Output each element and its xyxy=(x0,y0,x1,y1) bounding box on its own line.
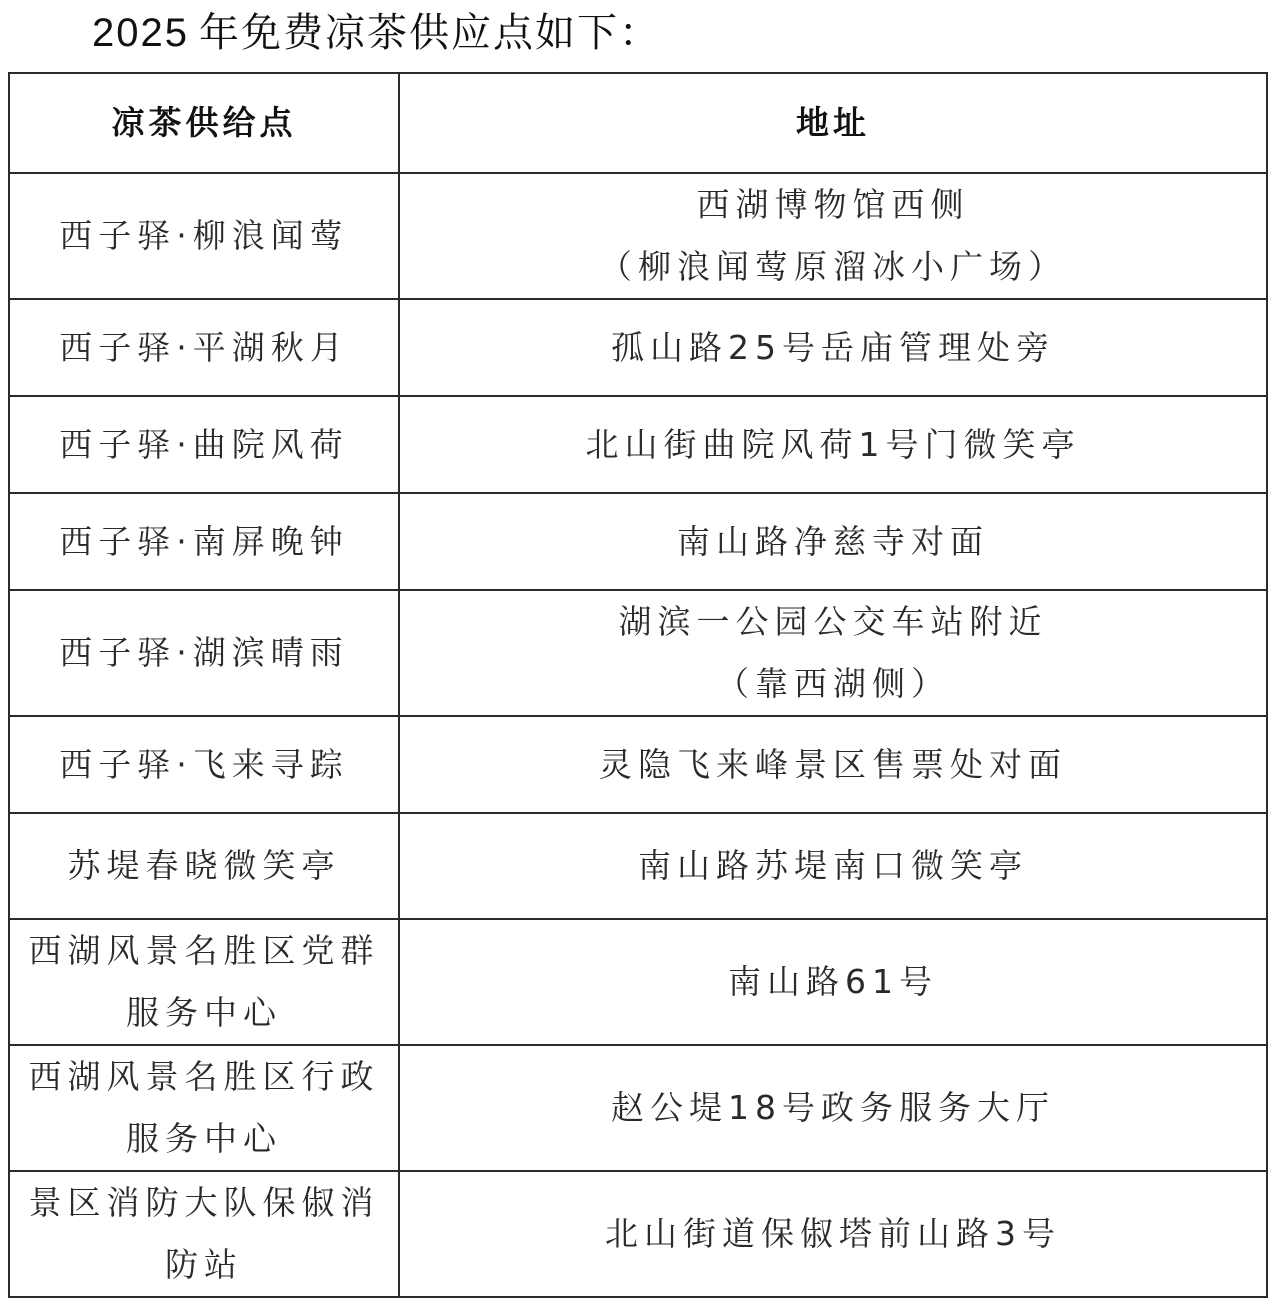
address-cell: 湖滨一公园公交车站附近 （靠西湖侧） xyxy=(399,590,1267,716)
address-cell: 赵公堤18号政务服务大厅 xyxy=(399,1045,1267,1171)
address-cell: 南山路净慈寺对面 xyxy=(399,493,1267,590)
supply-point-cell: 西湖风景名胜区行政 服务中心 xyxy=(9,1045,399,1171)
supply-point-cell: 西子驿·平湖秋月 xyxy=(9,299,399,396)
table-header-row xyxy=(9,73,1267,173)
supply-point-cell: 西子驿·湖滨晴雨 xyxy=(9,590,399,716)
header-address: 地址 xyxy=(399,73,1267,173)
table-row xyxy=(9,716,1267,813)
table-row xyxy=(9,493,1267,590)
address-cell: 北山街道保俶塔前山路3号 xyxy=(399,1171,1267,1297)
table-row xyxy=(9,396,1267,493)
page-title xyxy=(92,4,661,62)
table-row xyxy=(9,299,1267,396)
header-supply-point: 凉茶供给点 xyxy=(9,73,399,173)
address-cell: 北山街曲院风荷1号门微笑亭 xyxy=(399,396,1267,493)
supply-point-cell: 苏堤春晓微笑亭 xyxy=(9,813,399,919)
supply-point-cell: 西子驿·柳浪闻莺 xyxy=(9,173,399,299)
address-cell: 南山路61号 xyxy=(399,919,1267,1045)
table-row xyxy=(9,919,1267,1045)
supply-point-cell: 景区消防大队保俶消 防站 xyxy=(9,1171,399,1297)
supply-point-cell: 西湖风景名胜区党群 服务中心 xyxy=(9,919,399,1045)
supply-point-cell: 西子驿·飞来寻踪 xyxy=(9,716,399,813)
table-row xyxy=(9,173,1267,299)
address-cell: 西湖博物馆西侧 （柳浪闻莺原溜冰小广场） xyxy=(399,173,1267,299)
title-text: 年免费凉茶供应点如下： xyxy=(198,10,661,56)
address-cell: 灵隐飞来峰景区售票处对面 xyxy=(399,716,1267,813)
title-year: 2025 xyxy=(92,11,189,55)
supply-point-cell: 西子驿·南屏晚钟 xyxy=(9,493,399,590)
table-row xyxy=(9,590,1267,716)
supply-point-cell: 西子驿·曲院风荷 xyxy=(9,396,399,493)
supply-points-table xyxy=(8,72,1268,1298)
table-row xyxy=(9,813,1267,919)
address-cell: 孤山路25号岳庙管理处旁 xyxy=(399,299,1267,396)
table-row xyxy=(9,1171,1267,1297)
address-cell: 南山路苏堤南口微笑亭 xyxy=(399,813,1267,919)
table-row xyxy=(9,1045,1267,1171)
